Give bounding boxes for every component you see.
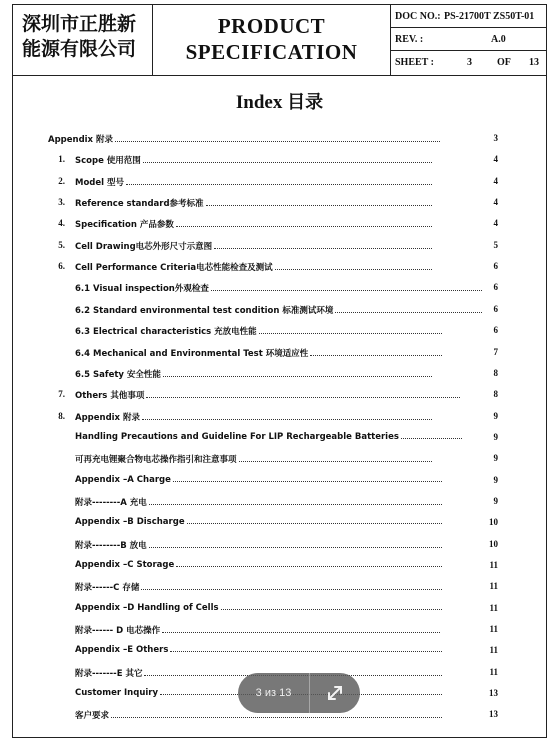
toc-page-number: 6 bbox=[493, 303, 498, 314]
dot-leader bbox=[187, 522, 442, 524]
toc-page-number: 10 bbox=[489, 538, 498, 549]
doc-no-row bbox=[391, 5, 547, 28]
toc-label: Appendix –D Handling of Cells bbox=[75, 602, 219, 613]
toc-entry bbox=[75, 581, 443, 593]
toc-row[interactable] bbox=[13, 218, 546, 234]
sheet-value: 3 bbox=[467, 57, 472, 68]
toc-label: Appendix –A Charge bbox=[75, 474, 171, 485]
page-title-zh: 目录 bbox=[287, 92, 324, 113]
toc-entry bbox=[75, 496, 443, 508]
dot-leader bbox=[206, 204, 432, 206]
toc-entry bbox=[48, 133, 441, 145]
toc-entry bbox=[75, 432, 463, 442]
toc-entry bbox=[75, 560, 443, 570]
dot-leader bbox=[126, 183, 432, 185]
product-title-line2: SPECIFICATION bbox=[185, 40, 358, 64]
toc-entry bbox=[75, 325, 443, 337]
dot-leader bbox=[170, 650, 442, 652]
toc-entry bbox=[75, 176, 433, 188]
toc-entry bbox=[75, 261, 433, 273]
toc-row[interactable] bbox=[13, 475, 546, 491]
toc-entry bbox=[75, 539, 443, 551]
toc-label: Appendix 附录 bbox=[75, 412, 141, 423]
toc-label: 附录-------E 其它 bbox=[75, 668, 143, 679]
toc-number: 1. bbox=[58, 154, 65, 165]
dot-leader bbox=[149, 546, 442, 548]
document-page bbox=[12, 4, 547, 738]
toc-page-number: 9 bbox=[493, 474, 498, 485]
toc-entry bbox=[75, 368, 433, 380]
toc-row[interactable] bbox=[13, 176, 546, 192]
toc-label: Appendix 附录 bbox=[48, 135, 114, 145]
toc-page-number: 13 bbox=[489, 688, 498, 699]
toc-entry bbox=[75, 411, 433, 423]
dot-leader bbox=[214, 247, 432, 249]
toc-label: 附录--------A 充电 bbox=[75, 497, 147, 508]
rev-row bbox=[391, 28, 547, 51]
toc-label: Customer Inquiry bbox=[75, 688, 159, 699]
dot-leader bbox=[111, 716, 442, 718]
doc-no-value: PS-21700T ZS50T-01 bbox=[444, 11, 535, 22]
toc-page-number: 4 bbox=[493, 175, 498, 186]
toc-row[interactable] bbox=[13, 453, 546, 469]
rev-label: REV. : bbox=[395, 34, 424, 45]
toc-number: 3. bbox=[58, 197, 65, 208]
toc-entry bbox=[75, 282, 483, 294]
toc-label: 6.1 Visual inspection外观检查 bbox=[75, 284, 209, 295]
of-value: 13 bbox=[529, 57, 539, 68]
dot-leader bbox=[259, 332, 442, 334]
toc-entry bbox=[75, 389, 461, 401]
toc-label: Appendix –B Discharge bbox=[75, 517, 185, 528]
toc-page-number: 4 bbox=[493, 218, 498, 229]
toc-row[interactable] bbox=[13, 603, 546, 619]
toc-label: Cell Drawing电芯外形尺寸示意图 bbox=[75, 241, 213, 252]
toc-entry bbox=[75, 304, 483, 316]
toc-number: 6. bbox=[58, 261, 65, 272]
toc-page-number: 3 bbox=[493, 133, 498, 143]
toc-number: 5. bbox=[58, 239, 65, 250]
toc-page-number: 4 bbox=[493, 154, 498, 165]
rev-value: A.0 bbox=[491, 34, 506, 45]
dot-leader bbox=[211, 289, 482, 291]
toc-page-number: 4 bbox=[493, 197, 498, 208]
toc-row[interactable] bbox=[13, 645, 546, 661]
toc-page-number: 9 bbox=[493, 410, 498, 421]
dot-leader bbox=[401, 437, 462, 439]
toc-page-number: 11 bbox=[489, 560, 498, 570]
toc-page-number: 7 bbox=[493, 346, 498, 357]
toc-page-number: 10 bbox=[489, 517, 498, 528]
toc-label: Others 其他事项 bbox=[75, 391, 145, 402]
toc-entry bbox=[75, 197, 433, 209]
toc-row[interactable] bbox=[13, 539, 546, 555]
toc-label: Handling Precautions and Guideline For LIP Rechargeable Batteries bbox=[75, 431, 399, 442]
dot-leader bbox=[176, 225, 432, 227]
dot-leader bbox=[162, 631, 440, 633]
toc-page-number: 9 bbox=[493, 453, 498, 464]
expand-button[interactable] bbox=[310, 673, 360, 713]
dot-leader bbox=[275, 268, 432, 270]
toc-entry bbox=[75, 475, 443, 485]
toc-row[interactable] bbox=[13, 368, 546, 384]
company-name-line1: 深圳市正胜新 bbox=[22, 13, 137, 35]
toc-label: Reference standard参考标准 bbox=[75, 199, 204, 210]
toc-entry bbox=[75, 453, 433, 465]
toc-entry bbox=[75, 240, 433, 252]
toc-entry bbox=[75, 603, 443, 613]
toc-label: Appendix –E Others bbox=[75, 645, 169, 656]
toc-number: 2. bbox=[58, 175, 65, 186]
toc-row[interactable] bbox=[13, 624, 546, 640]
toc-row[interactable] bbox=[13, 560, 546, 576]
toc-page-number: 8 bbox=[493, 389, 498, 400]
sheet-row bbox=[391, 51, 547, 74]
toc-label: Specification 产品参数 bbox=[75, 220, 174, 231]
dot-leader bbox=[335, 311, 482, 313]
toc-label: 6.2 Standard environmental test condition 标准测试环境 bbox=[75, 305, 334, 316]
dot-leader bbox=[141, 588, 442, 590]
toc-label: Appendix –C Storage bbox=[75, 560, 175, 570]
toc-page-number: 9 bbox=[493, 495, 498, 506]
toc-row[interactable] bbox=[13, 304, 546, 320]
dot-leader bbox=[149, 503, 442, 505]
toc-page-number: 5 bbox=[493, 239, 498, 250]
toc-row[interactable] bbox=[13, 347, 546, 363]
toc-row[interactable] bbox=[13, 517, 546, 533]
toc-row[interactable] bbox=[13, 432, 546, 448]
toc-row[interactable] bbox=[13, 496, 546, 512]
product-specification-title bbox=[153, 5, 391, 75]
toc-label: 可再充电锂聚合物电芯操作指引和注意事项 bbox=[75, 455, 237, 466]
document-meta bbox=[391, 5, 547, 75]
dot-leader bbox=[143, 161, 432, 163]
product-title-line1: PRODUCT bbox=[217, 14, 326, 38]
dot-leader bbox=[115, 140, 440, 142]
dot-leader bbox=[173, 480, 442, 482]
dot-leader bbox=[221, 608, 442, 610]
dot-leader bbox=[163, 375, 432, 377]
page-navigator[interactable] bbox=[238, 673, 360, 713]
toc-label: Scope 使用范围 bbox=[75, 156, 141, 167]
company-name bbox=[13, 5, 153, 75]
toc-label: Model 型号 bbox=[75, 177, 125, 188]
document-header bbox=[13, 5, 546, 76]
page-title bbox=[13, 88, 546, 114]
company-name-line2: 能源有限公司 bbox=[22, 38, 137, 60]
toc-entry bbox=[75, 347, 443, 359]
toc-entry bbox=[75, 517, 443, 527]
dot-leader bbox=[176, 565, 442, 567]
toc-label: 附录------C 存储 bbox=[75, 583, 140, 594]
toc-row[interactable] bbox=[13, 197, 546, 213]
expand-icon bbox=[325, 683, 345, 703]
toc-page-number: 11 bbox=[489, 581, 498, 592]
toc-entry bbox=[75, 645, 443, 655]
toc-label: 附录--------B 放电 bbox=[75, 540, 147, 551]
toc-label: 6.4 Mechanical and Environmental Test 环境适应性 bbox=[75, 348, 309, 359]
toc-row[interactable] bbox=[13, 581, 546, 597]
of-label: OF bbox=[497, 57, 511, 68]
doc-no-label: DOC NO.: bbox=[395, 11, 441, 22]
toc-label: 附录------ D 电芯操作 bbox=[75, 626, 161, 637]
toc-page-number: 11 bbox=[489, 666, 498, 677]
toc-page-number: 11 bbox=[489, 602, 498, 613]
toc-page-number: 6 bbox=[493, 261, 498, 272]
toc-row[interactable] bbox=[13, 261, 546, 277]
toc-page-number: 13 bbox=[489, 709, 498, 720]
toc-row[interactable] bbox=[13, 240, 546, 256]
toc-number: 4. bbox=[58, 218, 65, 229]
toc-row[interactable] bbox=[13, 325, 546, 341]
toc-label: 6.3 Electrical characteristics 充放电性能 bbox=[75, 327, 257, 338]
toc-page-number: 8 bbox=[493, 367, 498, 378]
toc-entry bbox=[75, 154, 433, 166]
page-title-en: Index bbox=[235, 92, 283, 113]
toc-row[interactable] bbox=[13, 411, 546, 427]
toc-page-number: 11 bbox=[489, 645, 498, 656]
toc-page-number: 9 bbox=[493, 431, 498, 442]
dot-leader bbox=[239, 460, 432, 462]
toc-row[interactable] bbox=[13, 282, 546, 298]
toc-entry bbox=[75, 624, 441, 636]
toc-row[interactable] bbox=[13, 389, 546, 405]
sheet-label: SHEET : bbox=[395, 57, 434, 68]
dot-leader bbox=[146, 396, 460, 398]
toc-number: 7. bbox=[58, 389, 65, 400]
toc-label: Cell Performance Criteria电芯性能检查及测试 bbox=[75, 263, 273, 274]
toc-page-number: 6 bbox=[493, 282, 498, 293]
page-counter: 3 из 13 bbox=[238, 673, 310, 713]
toc-label: 6.5 Safety 安全性能 bbox=[75, 369, 161, 380]
toc-row[interactable] bbox=[13, 154, 546, 170]
toc-page-number: 11 bbox=[489, 624, 498, 635]
toc-row[interactable] bbox=[13, 133, 546, 149]
toc-page-number: 6 bbox=[493, 325, 498, 336]
toc-label: 客户要求 bbox=[75, 711, 110, 722]
dot-leader bbox=[310, 354, 442, 356]
toc-entry bbox=[75, 218, 433, 230]
toc-number: 8. bbox=[58, 410, 65, 421]
dot-leader bbox=[142, 418, 432, 420]
